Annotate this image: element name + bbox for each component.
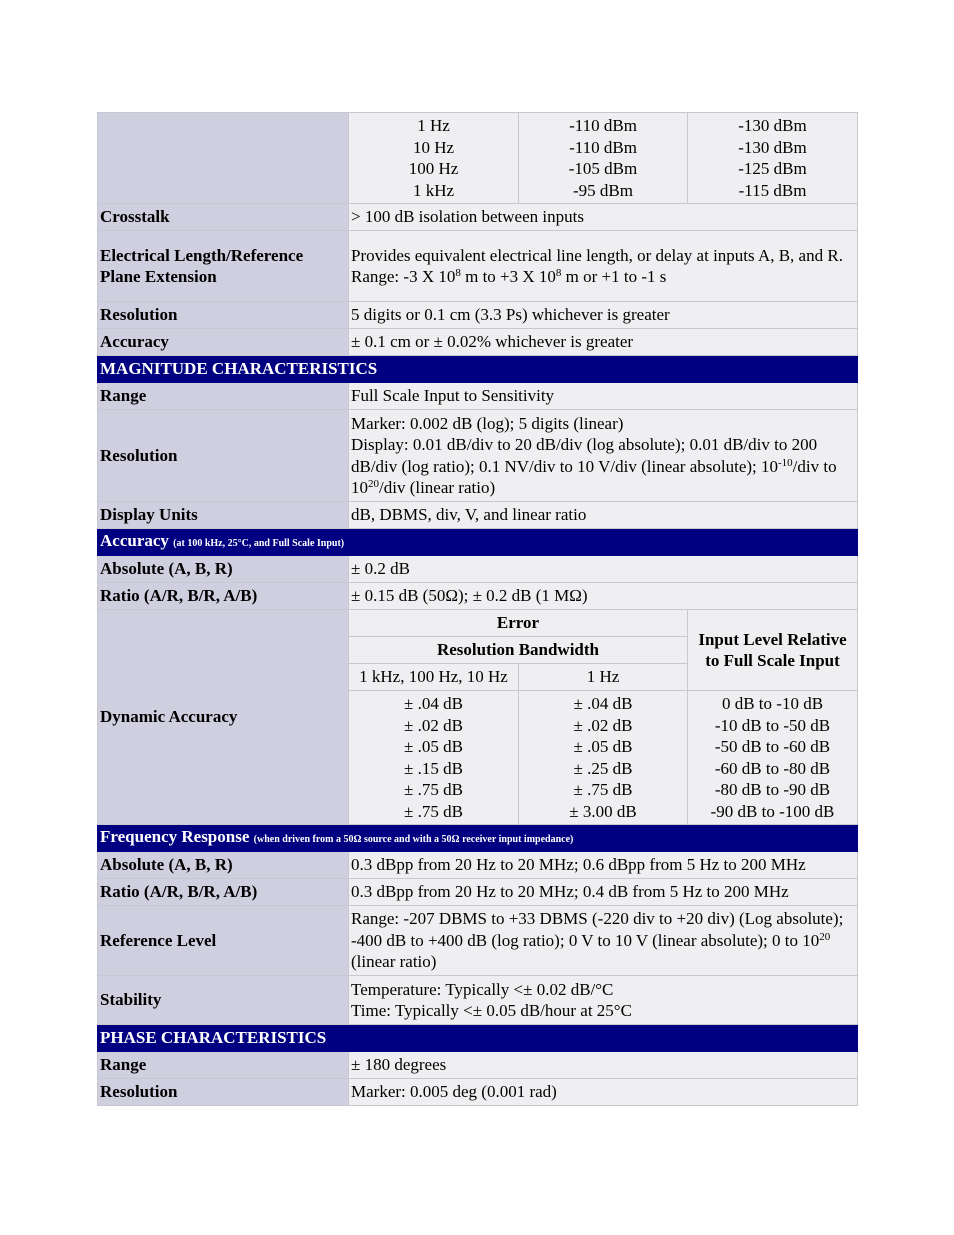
table-row	[98, 610, 858, 637]
error-header: Error	[349, 610, 688, 637]
list-item: ± .75 dB	[404, 801, 463, 821]
table-row	[98, 410, 858, 502]
row-label: Crosstalk	[98, 204, 349, 231]
section-title	[98, 529, 858, 556]
row-label: Ratio (A/R, B/R, A/B)	[98, 879, 349, 906]
table-row	[98, 1079, 858, 1106]
row-label: Reference Level	[98, 906, 349, 976]
spec-table	[97, 112, 858, 1106]
table-row	[98, 1052, 858, 1079]
value-line: Temperature: Typically <± 0.02 dB/°C	[351, 979, 614, 999]
section-note: (when driven from a 50Ω source and with a 50Ω receiver input impedance)	[253, 833, 574, 845]
row-label: Absolute (A, B, R)	[98, 852, 349, 879]
dynamic-col-3	[688, 691, 858, 825]
list-item: ± .75 dB	[404, 780, 463, 799]
table-row	[98, 976, 858, 1025]
list-item: ± .02 dB	[573, 715, 633, 735]
row-label: Dynamic Accuracy	[98, 610, 349, 825]
text: /div to 10	[351, 456, 837, 497]
row-value: ± 0.2 dB	[349, 556, 858, 583]
list-item: -90 dB to -100 dB	[710, 801, 835, 821]
list-item: 100 Hz	[408, 159, 459, 178]
value-line	[351, 266, 855, 288]
list-item: 1 Hz	[417, 116, 450, 135]
dynamic-col-1	[349, 691, 519, 825]
text: m to +3 X 10	[460, 267, 556, 286]
table-row	[98, 583, 858, 610]
sensitivity-list-1	[519, 113, 688, 204]
list-item: -10 dB to -50 dB	[714, 715, 831, 735]
list-item: ± .25 dB	[573, 758, 633, 778]
list-item: -95 dBm	[573, 180, 633, 200]
row-label: Absolute (A, B, R)	[98, 556, 349, 583]
list-item: 1 kHz	[412, 180, 455, 200]
section-title: MAGNITUDE CHARACTERISTICS	[98, 356, 858, 383]
value-line: Marker: 0.002 dB (log); 5 digits (linear)	[351, 413, 624, 433]
value-line	[351, 434, 855, 499]
list-item: ± 3.00 dB	[569, 801, 637, 821]
freq-list	[349, 113, 519, 204]
row-value: 5 digits or 0.1 cm (3.3 Ps) whichever is greater	[349, 302, 858, 329]
table-row	[98, 302, 858, 329]
row-label: Range	[98, 1052, 349, 1079]
list-item: -115 dBm	[738, 180, 807, 200]
row-label: Electrical Length/Reference Plane Extension	[98, 231, 349, 302]
exponent: 20	[819, 930, 831, 943]
value-line: Provides equivalent electrical line length, or delay at inputs A, B, and R.	[351, 245, 843, 265]
bandwidth-header-2: 1 Hz	[519, 664, 688, 691]
list-item: ± .75 dB	[573, 780, 633, 799]
section-title-text: Accuracy	[100, 530, 169, 550]
dynamic-col-2	[519, 691, 688, 825]
text: Range: -207 DBMS to +33 DBMS (-220 div to +20 div) (Log absolute); -400 dB to +400 dB (log ratio); 0 V to 10 V (linear absolute); 0 to 10	[351, 909, 844, 950]
row-value	[349, 906, 858, 976]
table-row	[98, 556, 858, 583]
row-label: Range	[98, 383, 349, 410]
section-header	[98, 356, 858, 383]
list-item: -125 dBm	[738, 159, 807, 178]
text: Range: -3 X 10	[351, 267, 456, 286]
exponent: 8	[555, 267, 562, 279]
list-item: ± .05 dB	[404, 737, 463, 756]
list-item: ± .04 dB	[404, 694, 463, 713]
list-item: -130 dBm	[738, 116, 807, 135]
list-item: -130 dBm	[738, 137, 807, 157]
list-item: 0 dB to -10 dB	[721, 694, 824, 713]
section-header	[98, 529, 858, 556]
table-row	[98, 502, 858, 529]
table-row	[98, 383, 858, 410]
row-label: Display Units	[98, 502, 349, 529]
text: Display: 0.01 dB/div to 20 dB/div (log absolute); 0.01 dB/div to 200 dB/div (log ratio); 0.1 NV/div to 10 V/div (linear absolute); 10	[351, 435, 818, 476]
row-label: Resolution	[98, 1079, 349, 1106]
table-row	[98, 329, 858, 356]
row-value: ± 0.1 cm or ± 0.02% whichever is greater	[349, 329, 858, 356]
row-value: 0.3 dBpp from 20 Hz to 20 MHz; 0.4 dB from 5 Hz to 200 MHz	[349, 879, 858, 906]
text: /div (linear ratio)	[379, 478, 496, 497]
exponent: -10	[778, 456, 793, 469]
row-value: Full Scale Input to Sensitivity	[349, 383, 858, 410]
table-row	[98, 852, 858, 879]
table-row	[98, 906, 858, 976]
row-value: dB, DBMS, div, V, and linear ratio	[349, 502, 858, 529]
list-item: ± .15 dB	[404, 758, 463, 778]
row-label: Resolution	[98, 410, 349, 502]
rbw-header: Resolution Bandwidth	[349, 637, 688, 664]
row-value: 0.3 dBpp from 20 Hz to 20 MHz; 0.6 dBpp from 5 Hz to 200 MHz	[349, 852, 858, 879]
row-value	[349, 410, 858, 502]
row-value	[349, 231, 858, 302]
section-title: PHASE CHARACTERISTICS	[98, 1025, 858, 1052]
list-item: -110 dBm	[569, 137, 637, 157]
table-row	[98, 113, 858, 204]
exponent: 8	[455, 267, 461, 279]
row-label: Resolution	[98, 302, 349, 329]
list-item: ± .05 dB	[573, 737, 633, 756]
section-title-text: Frequency Response	[100, 826, 250, 846]
section-note: (at 100 kHz, 25°C, and Full Scale Input)	[173, 537, 345, 549]
row-label: Stability	[98, 976, 349, 1025]
row-value: > 100 dB isolation between inputs	[349, 204, 858, 231]
section-header	[98, 1025, 858, 1052]
sensitivity-list-2	[688, 113, 858, 204]
list-item: -110 dBm	[569, 116, 637, 135]
text: m or +1 to -1 s	[561, 267, 667, 286]
table-row	[98, 231, 858, 302]
table-row	[98, 204, 858, 231]
row-label: Accuracy	[98, 329, 349, 356]
list-item: -60 dB to -80 dB	[714, 758, 831, 778]
text: (linear ratio)	[351, 952, 437, 972]
list-item: 10 Hz	[412, 137, 455, 157]
list-item: -50 dB to -60 dB	[714, 737, 831, 756]
row-value	[349, 976, 858, 1025]
value-line: Time: Typically <± 0.05 dB/hour at 25°C	[351, 1001, 632, 1020]
bandwidth-header-1: 1 kHz, 100 Hz, 10 Hz	[349, 664, 519, 691]
row-value: ± 180 degrees	[349, 1052, 858, 1079]
row-value: Marker: 0.005 deg (0.001 rad)	[349, 1079, 858, 1106]
row-label: Ratio (A/R, B/R, A/B)	[98, 583, 349, 610]
list-item: -105 dBm	[568, 159, 638, 178]
list-item: ± .04 dB	[573, 694, 633, 713]
section-header	[98, 825, 858, 852]
table-row	[98, 879, 858, 906]
row-value: ± 0.15 dB (50Ω); ± 0.2 dB (1 MΩ)	[349, 583, 858, 610]
list-item: ± .02 dB	[404, 715, 463, 735]
section-title	[98, 825, 858, 852]
list-item: -80 dB to -90 dB	[714, 780, 831, 799]
exponent: 20	[368, 478, 379, 490]
empty-label-cell	[98, 113, 349, 204]
input-level-header: Input Level Relative to Full Scale Input	[688, 610, 858, 691]
